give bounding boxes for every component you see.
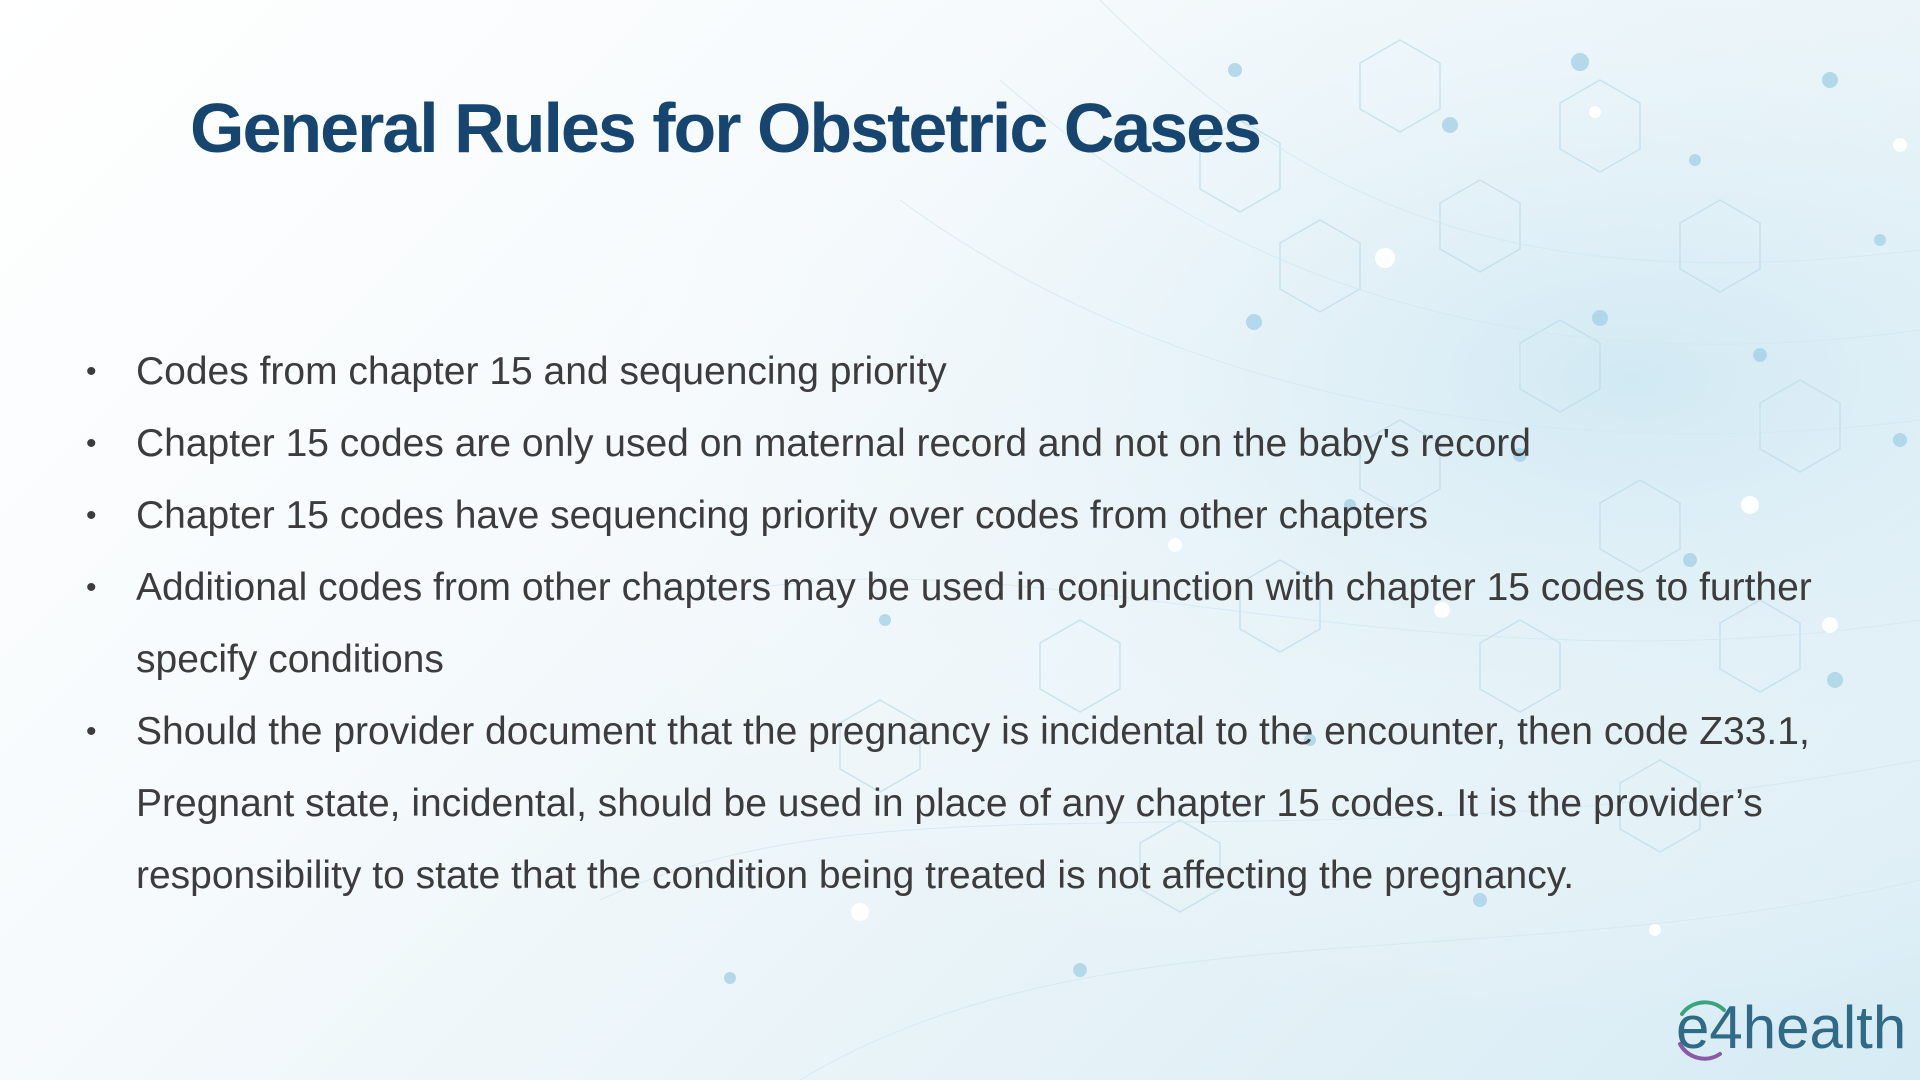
bullet-item: [86, 552, 1816, 696]
bullet-text: Chapter 15 codes have sequencing priority over codes from other chapters: [136, 494, 1429, 537]
bullet-text: Additional codes from other chapters may be used in conjunction with chapter 15 codes to further specify conditions: [136, 566, 1812, 681]
bullet-marker: •: [86, 571, 97, 604]
bullet-item: [86, 696, 1816, 912]
bullet-text: Codes from chapter 15 and sequencing priority: [136, 350, 947, 393]
bullet-text: Chapter 15 codes are only used on maternal record and not on the baby's record: [136, 422, 1531, 465]
bullet-marker: •: [86, 427, 97, 460]
bullet-marker: •: [86, 355, 97, 388]
logo-text: e4health: [1676, 994, 1907, 1061]
bullet-marker: •: [86, 499, 97, 532]
bullet-item: [86, 408, 1816, 480]
bullet-list: [86, 336, 1816, 912]
e4health-logo: [1668, 992, 1907, 1064]
bullet-item: [86, 480, 1816, 552]
bullet-text: Should the provider document that the pregnancy is incidental to the encounter, then code Z33.1, Pregnant state, incidental, should be used in place of any chapter 15 codes. It is the provider’s responsibility to state that the condition being treated is not affecting the pregnancy.: [136, 710, 1810, 897]
bullet-item: [86, 336, 1816, 408]
slide-title: General Rules for Obstetric Cases: [190, 89, 1260, 167]
bullet-marker: •: [86, 715, 97, 748]
